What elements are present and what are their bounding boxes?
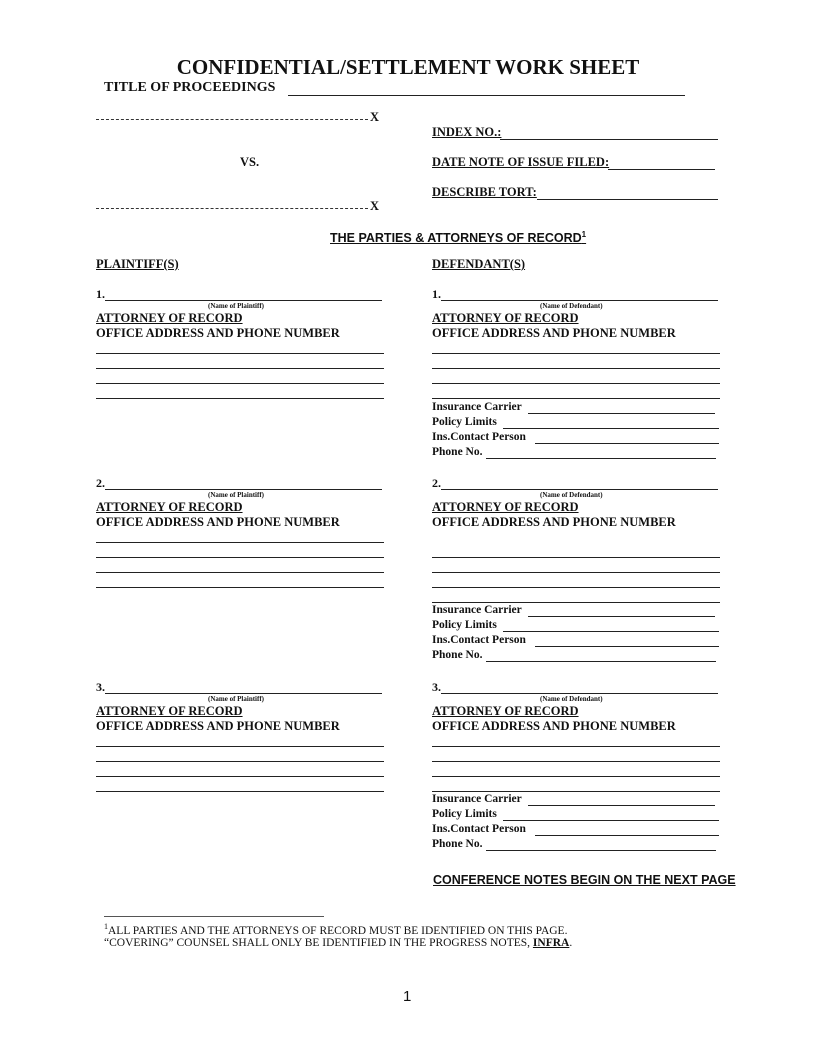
footnote-period: . bbox=[569, 937, 573, 949]
plaintiff-1-address-line[interactable] bbox=[96, 383, 384, 384]
footnote-line-1 bbox=[104, 922, 567, 937]
defendant-1-insurance-label: Insurance Carrier bbox=[432, 401, 522, 413]
defendant-2-insurance-label: Insurance Carrier bbox=[432, 604, 522, 616]
defendant-1-contact-label: Ins.Contact Person bbox=[432, 431, 526, 443]
plaintiffs-heading: PLAINTIFF(S) bbox=[96, 257, 179, 271]
defendant-3-name-field[interactable] bbox=[441, 693, 718, 694]
footnote-marker: 1 bbox=[104, 922, 108, 931]
defendant-1-office-label: OFFICE ADDRESS AND PHONE NUMBER bbox=[432, 326, 676, 340]
plaintiff-1-address-line[interactable] bbox=[96, 398, 384, 399]
defendant-2-address-line[interactable] bbox=[432, 587, 720, 588]
page-title: CONFIDENTIAL/SETTLEMENT WORK SHEET bbox=[176, 55, 640, 79]
footnote-separator bbox=[104, 916, 324, 917]
vs-label: VS. bbox=[240, 155, 260, 169]
plaintiff-3-address-line[interactable] bbox=[96, 746, 384, 747]
defendant-2-policy-label: Policy Limits bbox=[432, 619, 497, 631]
parties-heading-text: THE PARTIES & ATTORNEYS OF RECORD bbox=[330, 231, 582, 246]
title-of-proceedings-field[interactable] bbox=[288, 95, 685, 96]
defendant-1-address-line[interactable] bbox=[432, 368, 720, 369]
parties-heading bbox=[330, 230, 586, 245]
footnote-text-2: “COVERING” COUNSEL SHALL ONLY BE IDENTIFIED IN THE PROGRESS NOTES, bbox=[104, 937, 533, 949]
defendant-1-address-line[interactable] bbox=[432, 353, 720, 354]
defendant-2-name-field[interactable] bbox=[441, 489, 718, 490]
plaintiff-3-name-caption: (Name of Plaintiff) bbox=[208, 695, 264, 703]
plaintiff-3-attorney-label: ATTORNEY OF RECORD bbox=[96, 704, 243, 718]
defendant-2-address-line[interactable] bbox=[432, 572, 720, 573]
date-note-label: DATE NOTE OF ISSUE FILED: bbox=[432, 155, 610, 169]
defendant-2-policy-field[interactable] bbox=[503, 631, 719, 632]
plaintiff-3-address-line[interactable] bbox=[96, 761, 384, 762]
defendant-3-contact-field[interactable] bbox=[535, 835, 719, 836]
plaintiff-2-office-label: OFFICE ADDRESS AND PHONE NUMBER bbox=[96, 515, 340, 529]
defendant-1-policy-label: Policy Limits bbox=[432, 416, 497, 428]
footnote-line-2 bbox=[104, 937, 572, 949]
plaintiff-1-office-label: OFFICE ADDRESS AND PHONE NUMBER bbox=[96, 326, 340, 340]
plaintiff-2-name-field[interactable] bbox=[105, 489, 382, 490]
defendant-1-number: 1. bbox=[432, 287, 441, 301]
plaintiff-1-name-caption: (Name of Plaintiff) bbox=[208, 302, 264, 310]
plaintiff-1-name-field[interactable] bbox=[105, 300, 382, 301]
index-no-field[interactable] bbox=[500, 139, 718, 140]
defendant-2-phone-field[interactable] bbox=[486, 661, 716, 662]
plaintiff-1-address-line[interactable] bbox=[96, 368, 384, 369]
index-no-label: INDEX NO.: bbox=[432, 125, 502, 139]
defendant-3-address-line[interactable] bbox=[432, 776, 720, 777]
caption-divider-top bbox=[96, 119, 368, 120]
defendant-1-phone-field[interactable] bbox=[486, 458, 716, 459]
plaintiff-3-office-label: OFFICE ADDRESS AND PHONE NUMBER bbox=[96, 719, 340, 733]
defendant-3-contact-label: Ins.Contact Person bbox=[432, 823, 526, 835]
defendant-1-address-line[interactable] bbox=[432, 398, 720, 399]
defendant-1-name-field[interactable] bbox=[441, 300, 718, 301]
defendant-1-attorney-label: ATTORNEY OF RECORD bbox=[432, 311, 579, 325]
defendant-3-phone-field[interactable] bbox=[486, 850, 716, 851]
defendant-2-office-label: OFFICE ADDRESS AND PHONE NUMBER bbox=[432, 515, 676, 529]
defendant-3-name-caption: (Name of Defendant) bbox=[540, 695, 603, 703]
caption-divider-bottom bbox=[96, 208, 368, 209]
defendant-1-contact-field[interactable] bbox=[535, 443, 719, 444]
defendant-2-number: 2. bbox=[432, 476, 441, 490]
defendant-3-phone-label: Phone No. bbox=[432, 838, 483, 850]
defendant-2-contact-field[interactable] bbox=[535, 646, 719, 647]
plaintiff-2-address-line[interactable] bbox=[96, 587, 384, 588]
defendant-3-address-line[interactable] bbox=[432, 761, 720, 762]
defendant-2-address-line[interactable] bbox=[432, 602, 720, 603]
defendant-3-insurance-field[interactable] bbox=[528, 805, 715, 806]
defendant-1-policy-field[interactable] bbox=[503, 428, 719, 429]
conference-notes-heading: CONFERENCE NOTES BEGIN ON THE NEXT PAGE bbox=[433, 873, 736, 887]
plaintiff-3-number: 3. bbox=[96, 680, 105, 694]
defendants-heading: DEFENDANT(S) bbox=[432, 257, 526, 271]
caption-x-top: X bbox=[370, 110, 380, 124]
plaintiff-1-address-line[interactable] bbox=[96, 353, 384, 354]
plaintiff-2-name-caption: (Name of Plaintiff) bbox=[208, 491, 264, 499]
caption-x-bottom: X bbox=[370, 199, 380, 213]
defendant-3-insurance-label: Insurance Carrier bbox=[432, 793, 522, 805]
defendant-3-address-line[interactable] bbox=[432, 746, 720, 747]
defendant-2-address-line[interactable] bbox=[432, 557, 720, 558]
footnote-ref: 1 bbox=[581, 230, 587, 239]
plaintiff-2-attorney-label: ATTORNEY OF RECORD bbox=[96, 500, 243, 514]
defendant-3-policy-label: Policy Limits bbox=[432, 808, 497, 820]
defendant-3-policy-field[interactable] bbox=[503, 820, 719, 821]
defendant-1-address-line[interactable] bbox=[432, 383, 720, 384]
footnote-text-1: ALL PARTIES AND THE ATTORNEYS OF RECORD MUST BE IDENTIFIED ON THIS PAGE. bbox=[108, 924, 568, 937]
defendant-3-address-line[interactable] bbox=[432, 791, 720, 792]
plaintiff-2-address-line[interactable] bbox=[96, 542, 384, 543]
describe-tort-label: DESCRIBE TORT: bbox=[432, 185, 537, 199]
plaintiff-2-address-line[interactable] bbox=[96, 557, 384, 558]
title-of-proceedings-label: TITLE OF PROCEEDINGS bbox=[104, 80, 276, 95]
defendant-3-number: 3. bbox=[432, 680, 441, 694]
infra-link: INFRA bbox=[532, 937, 570, 949]
describe-tort-field[interactable] bbox=[537, 199, 718, 200]
plaintiff-1-number: 1. bbox=[96, 287, 105, 301]
defendant-2-insurance-field[interactable] bbox=[528, 616, 715, 617]
defendant-1-insurance-field[interactable] bbox=[528, 413, 715, 414]
defendant-2-contact-label: Ins.Contact Person bbox=[432, 634, 526, 646]
date-note-field[interactable] bbox=[608, 169, 715, 170]
defendant-2-phone-label: Phone No. bbox=[432, 649, 483, 661]
defendant-1-name-caption: (Name of Defendant) bbox=[540, 302, 603, 310]
plaintiff-3-address-line[interactable] bbox=[96, 776, 384, 777]
page-number: 1 bbox=[403, 988, 412, 1005]
defendant-2-name-caption: (Name of Defendant) bbox=[540, 491, 603, 499]
plaintiff-2-number: 2. bbox=[96, 476, 105, 490]
defendant-2-attorney-label: ATTORNEY OF RECORD bbox=[432, 500, 579, 514]
plaintiff-3-name-field[interactable] bbox=[105, 693, 382, 694]
defendant-3-office-label: OFFICE ADDRESS AND PHONE NUMBER bbox=[432, 719, 676, 733]
plaintiff-2-address-line[interactable] bbox=[96, 572, 384, 573]
plaintiff-1-attorney-label: ATTORNEY OF RECORD bbox=[96, 311, 243, 325]
plaintiff-3-address-line[interactable] bbox=[96, 791, 384, 792]
defendant-1-phone-label: Phone No. bbox=[432, 446, 483, 458]
defendant-3-attorney-label: ATTORNEY OF RECORD bbox=[432, 704, 579, 718]
